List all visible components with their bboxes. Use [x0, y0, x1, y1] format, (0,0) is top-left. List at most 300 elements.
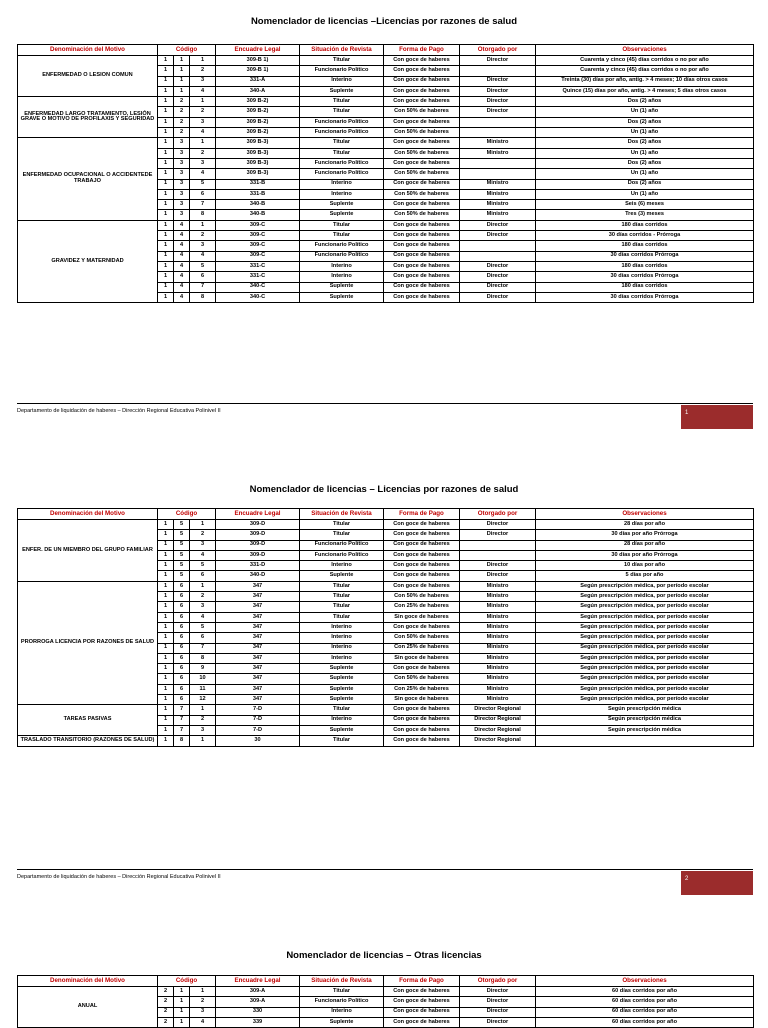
granted-by-cell: Director Regional	[460, 705, 536, 715]
code-3-cell: 5	[190, 261, 216, 271]
code-2-cell: 6	[174, 643, 190, 653]
code-2-cell: 4	[174, 231, 190, 241]
legal-framework-cell: 309 B-2)	[216, 117, 300, 127]
observations-cell: Cuarenta y cinco (45) días corridos o no por año	[536, 56, 754, 66]
revista-status-cell: Suplente	[300, 725, 384, 735]
code-3-cell: 4	[190, 251, 216, 261]
code-1-cell: 2	[158, 1007, 174, 1017]
payment-form-cell: Con goce de haberes	[384, 736, 460, 746]
legal-framework-cell: 347	[216, 633, 300, 643]
code-2-cell: 6	[174, 592, 190, 602]
table-row	[18, 581, 754, 591]
column-header: Otorgado por	[460, 976, 536, 987]
granted-by-cell	[460, 117, 536, 127]
payment-form-cell: Con goce de haberes	[384, 581, 460, 591]
page-title: Nomenclador de licencias –Licencias por razones de salud	[250, 16, 518, 27]
observations-cell: Según prescripción médica, por período escolar	[536, 684, 754, 694]
revista-status-cell: Suplente	[300, 674, 384, 684]
granted-by-cell: Director	[460, 220, 536, 230]
granted-by-cell: Director	[460, 520, 536, 530]
code-3-cell: 3	[190, 1007, 216, 1017]
code-3-cell: 9	[190, 664, 216, 674]
revista-status-cell: Titular	[300, 612, 384, 622]
column-header: Encuadre Legal	[216, 509, 300, 520]
motivo-cell: ENFERMEDAD LARGO TRATAMIENTO, LESIÓN GRAVE O MOTIVO DE PROFILAXIS Y SEGURIDAD	[18, 97, 158, 138]
granted-by-cell: Director	[460, 571, 536, 581]
code-3-cell: 4	[190, 86, 216, 96]
observations-cell: 28 días por año	[536, 540, 754, 550]
revista-status-cell: Suplente	[300, 210, 384, 220]
code-1-cell: 1	[158, 97, 174, 107]
code-2-cell: 4	[174, 272, 190, 282]
payment-form-cell: Con 50% de haberes	[384, 128, 460, 138]
table-header-row	[18, 45, 754, 56]
revista-status-cell: Titular	[300, 736, 384, 746]
code-2-cell: 4	[174, 292, 190, 302]
code-3-cell: 12	[190, 695, 216, 705]
legal-framework-cell: 30	[216, 736, 300, 746]
revista-status-cell: Titular	[300, 705, 384, 715]
payment-form-cell: Con goce de haberes	[384, 997, 460, 1007]
observations-cell: Un (1) año	[536, 148, 754, 158]
code-2-cell: 4	[174, 220, 190, 230]
revista-status-cell: Suplente	[300, 86, 384, 96]
legal-framework-cell: 347	[216, 664, 300, 674]
code-1-cell: 1	[158, 540, 174, 550]
payment-form-cell: Con goce de haberes	[384, 179, 460, 189]
code-3-cell: 5	[190, 179, 216, 189]
license-table	[17, 975, 754, 1028]
observations-cell: 60 días corridos por año	[536, 997, 754, 1007]
revista-status-cell: Interino	[300, 272, 384, 282]
granted-by-cell	[460, 158, 536, 168]
granted-by-cell	[460, 251, 536, 261]
legal-framework-cell: 339	[216, 1017, 300, 1027]
legal-framework-cell: 340-D	[216, 571, 300, 581]
legal-framework-cell: 7-D	[216, 725, 300, 735]
table-row	[18, 987, 754, 997]
code-3-cell: 7	[190, 200, 216, 210]
code-1-cell: 1	[158, 220, 174, 230]
column-header: Situación de Revista	[300, 45, 384, 56]
granted-by-cell	[460, 540, 536, 550]
payment-form-cell: Con goce de haberes	[384, 705, 460, 715]
code-2-cell: 2	[174, 97, 190, 107]
legal-framework-cell: 309 B-2)	[216, 107, 300, 117]
code-1-cell: 1	[158, 169, 174, 179]
granted-by-cell: Ministro	[460, 210, 536, 220]
code-2-cell: 4	[174, 282, 190, 292]
legal-framework-cell: 347	[216, 622, 300, 632]
payment-form-cell: Con goce de haberes	[384, 550, 460, 560]
code-2-cell: 7	[174, 725, 190, 735]
code-1-cell: 1	[158, 602, 174, 612]
legal-framework-cell: 340-B	[216, 210, 300, 220]
revista-status-cell: Titular	[300, 138, 384, 148]
granted-by-cell: Director	[460, 987, 536, 997]
code-3-cell: 3	[190, 241, 216, 251]
code-3-cell: 8	[190, 210, 216, 220]
granted-by-cell: Ministro	[460, 138, 536, 148]
payment-form-cell: Con 50% de haberes	[384, 674, 460, 684]
revista-status-cell: Funcionario Político	[300, 540, 384, 550]
code-1-cell: 1	[158, 282, 174, 292]
code-2-cell: 1	[174, 987, 190, 997]
granted-by-cell: Ministro	[460, 581, 536, 591]
payment-form-cell: Con goce de haberes	[384, 117, 460, 127]
revista-status-cell: Titular	[300, 581, 384, 591]
page-number-box	[681, 405, 753, 429]
granted-by-cell: Director	[460, 1017, 536, 1027]
footer-text: Departamento de liquidación de haberes – Dirección Regional Educativa Polinivel II	[17, 874, 221, 880]
legal-framework-cell: 347	[216, 674, 300, 684]
code-1-cell: 1	[158, 520, 174, 530]
legal-framework-cell: 309 B-3)	[216, 138, 300, 148]
legal-framework-cell: 309-A	[216, 987, 300, 997]
revista-status-cell: Titular	[300, 520, 384, 530]
legal-framework-cell: 309-C	[216, 241, 300, 251]
code-1-cell: 2	[158, 997, 174, 1007]
code-2-cell: 5	[174, 571, 190, 581]
granted-by-cell: Ministro	[460, 684, 536, 694]
legal-framework-cell: 309-C	[216, 231, 300, 241]
payment-form-cell: Con 50% de haberes	[384, 210, 460, 220]
payment-form-cell: Con goce de haberes	[384, 76, 460, 86]
code-2-cell: 1	[174, 66, 190, 76]
observations-cell: Según prescripción médica	[536, 725, 754, 735]
granted-by-cell: Director	[460, 76, 536, 86]
code-2-cell: 3	[174, 138, 190, 148]
granted-by-cell	[460, 169, 536, 179]
code-3-cell: 2	[190, 592, 216, 602]
legal-framework-cell: 347	[216, 653, 300, 663]
column-header: Situación de Revista	[300, 976, 384, 987]
column-header: Código	[158, 509, 216, 520]
revista-status-cell: Interino	[300, 1007, 384, 1017]
code-1-cell: 1	[158, 571, 174, 581]
legal-framework-cell: 331-C	[216, 261, 300, 271]
granted-by-cell: Director	[460, 97, 536, 107]
payment-form-cell: Con goce de haberes	[384, 1017, 460, 1027]
legal-framework-cell: 309-D	[216, 520, 300, 530]
granted-by-cell: Ministro	[460, 674, 536, 684]
page-number: 2	[685, 876, 689, 882]
code-1-cell: 1	[158, 725, 174, 735]
observations-cell: Según prescripción médica, por período escolar	[536, 612, 754, 622]
code-1-cell: 1	[158, 107, 174, 117]
column-header: Código	[158, 976, 216, 987]
motivo-cell: ENFER. DE UN MIEMBRO DEL GRUPO FAMILIAR	[18, 520, 158, 582]
table-row	[18, 736, 754, 746]
code-3-cell: 3	[190, 602, 216, 612]
observations-cell: Según prescripción médica, por período escolar	[536, 622, 754, 632]
payment-form-cell: Sin goce de haberes	[384, 695, 460, 705]
code-1-cell: 1	[158, 76, 174, 86]
granted-by-cell: Director	[460, 107, 536, 117]
column-header: Encuadre Legal	[216, 976, 300, 987]
license-table	[17, 44, 754, 303]
payment-form-cell: Con goce de haberes	[384, 622, 460, 632]
payment-form-cell: Con goce de haberes	[384, 987, 460, 997]
observations-cell: Un (1) año	[536, 107, 754, 117]
code-1-cell: 1	[158, 622, 174, 632]
code-3-cell: 7	[190, 643, 216, 653]
observations-cell: Un (1) año	[536, 189, 754, 199]
motivo-cell: ANUAL	[18, 987, 158, 1028]
code-3-cell: 1	[190, 97, 216, 107]
revista-status-cell: Titular	[300, 987, 384, 997]
payment-form-cell: Con goce de haberes	[384, 231, 460, 241]
granted-by-cell: Director Regional	[460, 715, 536, 725]
revista-status-cell: Suplente	[300, 292, 384, 302]
revista-status-cell: Interino	[300, 189, 384, 199]
code-1-cell: 1	[158, 158, 174, 168]
code-1-cell: 1	[158, 612, 174, 622]
granted-by-cell: Director	[460, 272, 536, 282]
revista-status-cell: Interino	[300, 179, 384, 189]
code-1-cell: 1	[158, 210, 174, 220]
code-3-cell: 2	[190, 231, 216, 241]
observations-cell: Según prescripción médica, por período escolar	[536, 633, 754, 643]
revista-status-cell: Funcionario Político	[300, 251, 384, 261]
code-1-cell: 1	[158, 138, 174, 148]
granted-by-cell	[460, 66, 536, 76]
observations-cell: 30 días por año Prórroga	[536, 530, 754, 540]
code-1-cell: 2	[158, 987, 174, 997]
revista-status-cell: Titular	[300, 220, 384, 230]
table-header-row	[18, 976, 754, 987]
legal-framework-cell: 347	[216, 684, 300, 694]
code-1-cell: 1	[158, 581, 174, 591]
payment-form-cell: Con goce de haberes	[384, 138, 460, 148]
granted-by-cell: Director	[460, 1007, 536, 1017]
code-3-cell: 1	[190, 987, 216, 997]
observations-cell	[536, 736, 754, 746]
observations-cell: Según prescripción médica, por período escolar	[536, 602, 754, 612]
legal-framework-cell: 309 B-2)	[216, 97, 300, 107]
code-2-cell: 7	[174, 715, 190, 725]
code-3-cell: 6	[190, 189, 216, 199]
revista-status-cell: Interino	[300, 633, 384, 643]
code-1-cell: 1	[158, 179, 174, 189]
payment-form-cell: Sin goce de haberes	[384, 653, 460, 663]
observations-cell: Tres (3) meses	[536, 210, 754, 220]
payment-form-cell: Con goce de haberes	[384, 530, 460, 540]
code-3-cell: 5	[190, 622, 216, 632]
code-2-cell: 3	[174, 210, 190, 220]
observations-cell: Un (1) año	[536, 128, 754, 138]
code-1-cell: 1	[158, 643, 174, 653]
revista-status-cell: Suplente	[300, 695, 384, 705]
revista-status-cell: Titular	[300, 592, 384, 602]
revista-status-cell: Funcionario Político	[300, 128, 384, 138]
code-3-cell: 3	[190, 117, 216, 127]
payment-form-cell: Con goce de haberes	[384, 158, 460, 168]
code-1-cell: 1	[158, 56, 174, 66]
payment-form-cell: Con goce de haberes	[384, 251, 460, 261]
code-3-cell: 8	[190, 292, 216, 302]
code-1-cell: 1	[158, 200, 174, 210]
revista-status-cell: Interino	[300, 261, 384, 271]
code-3-cell: 2	[190, 715, 216, 725]
code-3-cell: 11	[190, 684, 216, 694]
granted-by-cell: Ministro	[460, 592, 536, 602]
code-1-cell: 1	[158, 715, 174, 725]
code-1-cell: 1	[158, 705, 174, 715]
code-2-cell: 3	[174, 169, 190, 179]
revista-status-cell: Interino	[300, 643, 384, 653]
code-1-cell: 2	[158, 1017, 174, 1027]
granted-by-cell: Director	[460, 561, 536, 571]
payment-form-cell: Con goce de haberes	[384, 292, 460, 302]
code-2-cell: 2	[174, 117, 190, 127]
code-3-cell: 2	[190, 148, 216, 158]
observations-cell: Dos (2) años	[536, 97, 754, 107]
code-1-cell: 1	[158, 633, 174, 643]
code-2-cell: 1	[174, 997, 190, 1007]
observations-cell: 30 días corridos Prórroga	[536, 292, 754, 302]
payment-form-cell: Con 25% de haberes	[384, 602, 460, 612]
code-1-cell: 1	[158, 189, 174, 199]
payment-form-cell: Con goce de haberes	[384, 520, 460, 530]
payment-form-cell: Con 50% de haberes	[384, 633, 460, 643]
legal-framework-cell: 331-B	[216, 189, 300, 199]
revista-status-cell: Suplente	[300, 282, 384, 292]
granted-by-cell	[460, 241, 536, 251]
observations-cell: Según prescripción médica, por período escolar	[536, 664, 754, 674]
revista-status-cell: Interino	[300, 653, 384, 663]
observations-cell: Según prescripción médica, por período escolar	[536, 581, 754, 591]
code-2-cell: 6	[174, 674, 190, 684]
observations-cell: Según prescripción médica, por período escolar	[536, 592, 754, 602]
table-row	[18, 97, 754, 107]
observations-cell: Dos (2) años	[536, 179, 754, 189]
column-header: Observaciones	[536, 509, 754, 520]
revista-status-cell: Titular	[300, 107, 384, 117]
code-3-cell: 1	[190, 736, 216, 746]
observations-cell: 28 días por año	[536, 520, 754, 530]
legal-framework-cell: 331-C	[216, 272, 300, 282]
payment-form-cell: Con goce de haberes	[384, 66, 460, 76]
observations-cell: 5 días por año	[536, 571, 754, 581]
revista-status-cell: Funcionario Político	[300, 117, 384, 127]
code-3-cell: 3	[190, 725, 216, 735]
payment-form-cell: Con goce de haberes	[384, 97, 460, 107]
observations-cell: 30 días corridos - Prórroga	[536, 231, 754, 241]
observations-cell: 30 días corridos Prórroga	[536, 272, 754, 282]
column-header: Observaciones	[536, 976, 754, 987]
code-1-cell: 1	[158, 592, 174, 602]
observations-cell: 180 días corridos	[536, 261, 754, 271]
code-2-cell: 3	[174, 189, 190, 199]
code-2-cell: 5	[174, 540, 190, 550]
code-3-cell: 2	[190, 107, 216, 117]
payment-form-cell: Con goce de haberes	[384, 200, 460, 210]
code-3-cell: 7	[190, 282, 216, 292]
code-2-cell: 3	[174, 179, 190, 189]
column-header: Denominación del Motivo	[18, 976, 158, 987]
observations-cell: 30 días por año Prórroga	[536, 550, 754, 560]
legal-framework-cell: 340-C	[216, 292, 300, 302]
code-2-cell: 6	[174, 602, 190, 612]
revista-status-cell: Suplente	[300, 684, 384, 694]
code-3-cell: 2	[190, 997, 216, 1007]
observations-cell: Según prescripción médica	[536, 705, 754, 715]
code-3-cell: 1	[190, 705, 216, 715]
revista-status-cell: Titular	[300, 148, 384, 158]
column-header: Denominación del Motivo	[18, 509, 158, 520]
license-table	[17, 508, 754, 747]
observations-cell: Dos (2) años	[536, 117, 754, 127]
code-2-cell: 5	[174, 530, 190, 540]
granted-by-cell	[460, 550, 536, 560]
code-2-cell: 6	[174, 633, 190, 643]
code-2-cell: 3	[174, 158, 190, 168]
observations-cell: 60 días corridos por año	[536, 1017, 754, 1027]
code-1-cell: 1	[158, 736, 174, 746]
legal-framework-cell: 309-C	[216, 251, 300, 261]
observations-cell: Según prescripción médica, por período escolar	[536, 653, 754, 663]
payment-form-cell: Con goce de haberes	[384, 540, 460, 550]
code-2-cell: 6	[174, 622, 190, 632]
code-2-cell: 3	[174, 148, 190, 158]
code-3-cell: 3	[190, 76, 216, 86]
revista-status-cell: Titular	[300, 530, 384, 540]
code-3-cell: 2	[190, 530, 216, 540]
revista-status-cell: Funcionario Político	[300, 550, 384, 560]
payment-form-cell: Con goce de haberes	[384, 561, 460, 571]
payment-form-cell: Con 50% de haberes	[384, 148, 460, 158]
code-2-cell: 5	[174, 520, 190, 530]
code-2-cell: 8	[174, 736, 190, 746]
granted-by-cell: Ministro	[460, 612, 536, 622]
code-3-cell: 3	[190, 158, 216, 168]
payment-form-cell: Con goce de haberes	[384, 86, 460, 96]
payment-form-cell: Con goce de haberes	[384, 261, 460, 271]
column-header: Forma de Pago	[384, 45, 460, 56]
code-1-cell: 1	[158, 251, 174, 261]
observations-cell: Según prescripción médica, por período escolar	[536, 643, 754, 653]
column-header: Forma de Pago	[384, 509, 460, 520]
code-1-cell: 1	[158, 695, 174, 705]
observations-cell: Según prescripción médica	[536, 715, 754, 725]
revista-status-cell: Funcionario Político	[300, 66, 384, 76]
code-2-cell: 4	[174, 241, 190, 251]
column-header: Denominación del Motivo	[18, 45, 158, 56]
column-header: Otorgado por	[460, 45, 536, 56]
observations-cell: Según prescripción médica, por período escolar	[536, 695, 754, 705]
code-3-cell: 4	[190, 1017, 216, 1027]
payment-form-cell: Con goce de haberes	[384, 272, 460, 282]
payment-form-cell: Con 25% de haberes	[384, 684, 460, 694]
granted-by-cell: Ministro	[460, 664, 536, 674]
column-header: Código	[158, 45, 216, 56]
legal-framework-cell: 309-D	[216, 550, 300, 560]
column-header: Observaciones	[536, 45, 754, 56]
code-3-cell: 1	[190, 138, 216, 148]
code-2-cell: 6	[174, 684, 190, 694]
granted-by-cell: Director Regional	[460, 736, 536, 746]
observations-cell: 60 días corridos por año	[536, 1007, 754, 1017]
code-2-cell: 6	[174, 612, 190, 622]
code-1-cell: 1	[158, 684, 174, 694]
code-2-cell: 6	[174, 664, 190, 674]
observations-cell: Según prescripción médica, por período escolar	[536, 674, 754, 684]
granted-by-cell: Director	[460, 292, 536, 302]
legal-framework-cell: 309-A	[216, 997, 300, 1007]
legal-framework-cell: 331-A	[216, 76, 300, 86]
table-row	[18, 56, 754, 66]
